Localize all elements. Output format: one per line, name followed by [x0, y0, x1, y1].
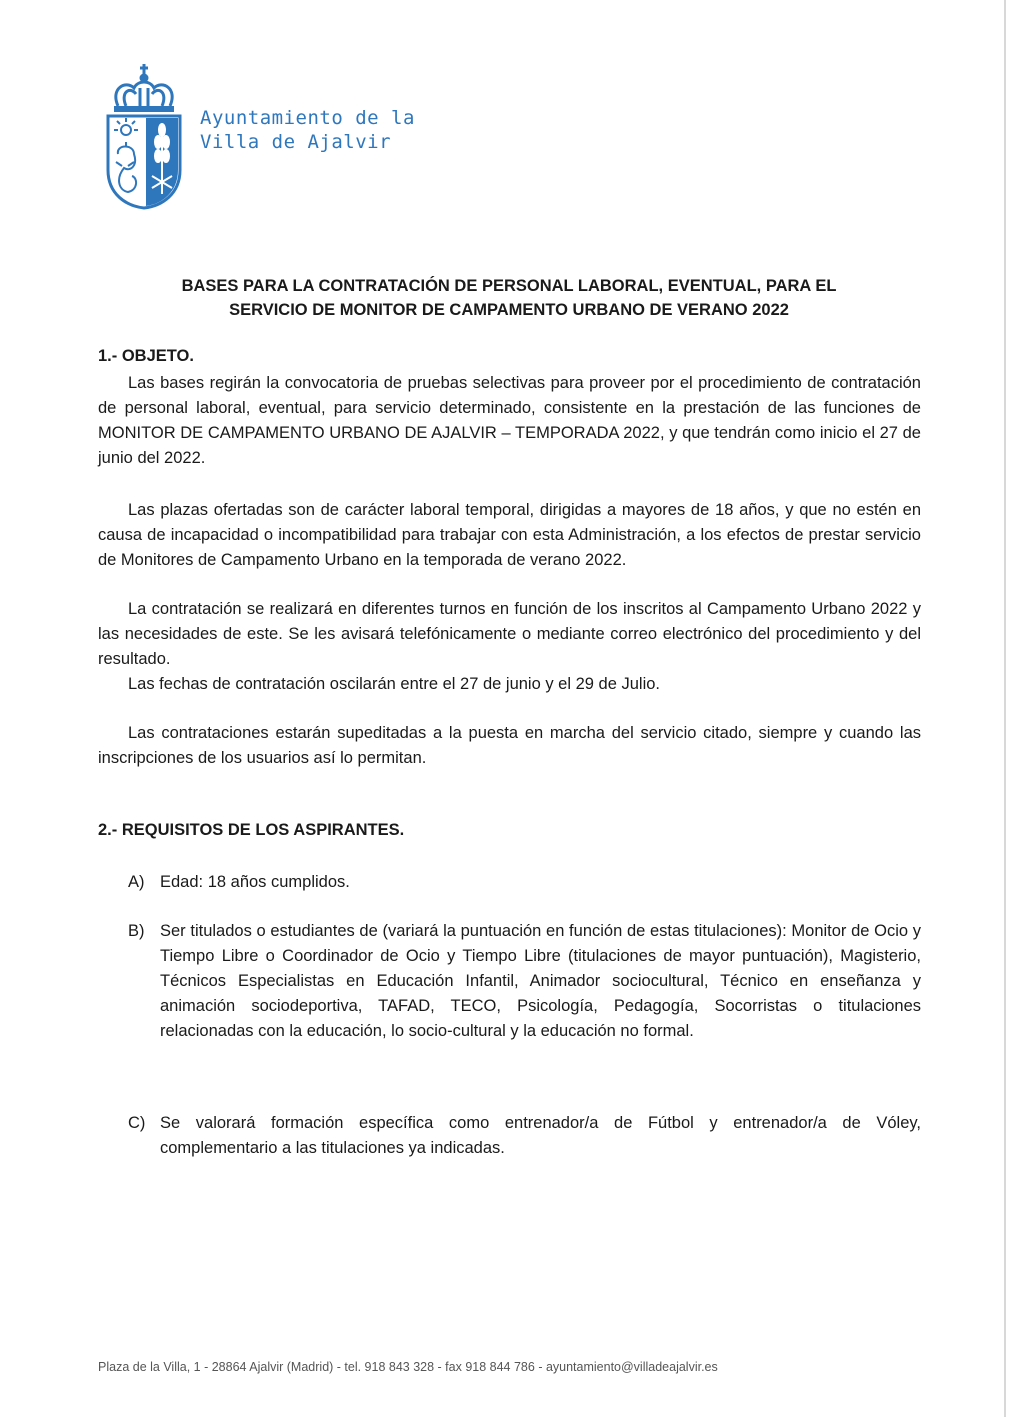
document-title-line1: BASES PARA LA CONTRATACIÓN DE PERSONAL LABORAL, EVENTUAL, PARA EL	[181, 277, 837, 295]
page-footer: Plaza de la Villa, 1 - 28864 Ajalvir (Madrid) - tel. 918 843 328 - fax 918 844 786 - ayuntamiento@villadeajalvir.es	[98, 1360, 718, 1374]
section-1-paragraph-5: Las contrataciones estarán supeditadas a la puesta en marcha del servicio citado, siempre y cuando las inscripciones de los usuarios así lo permitan.	[98, 724, 921, 767]
coat-of-arms-logo	[104, 58, 184, 210]
requirement-text: Se valorará formación específica como entrenador/a de Fútbol y entrenador/a de Vóley, complementario a las titulaciones ya indicadas.	[160, 1114, 921, 1157]
section-1-heading: 1.- OBJETO.	[98, 347, 194, 365]
section-1-paragraph-1: Las bases regirán la convocatoria de pruebas selectivas para proveer por el procedimiento de contratación de personal laboral, eventual, para servicio determinado, consistente en la prestación de las funciones de MONITOR DE CAMPAMENTO URBANO DE AJALVIR – TEMPORADA 2022, y que tendrán como inicio el 27 de junio del 2022.	[98, 374, 921, 467]
section-2-heading: 2.- REQUISITOS DE LOS ASPIRANTES.	[98, 821, 405, 839]
section-1-paragraph-2: Las plazas ofertadas son de carácter laboral temporal, dirigidas a mayores de 18 años, y que no estén en causa de incapacidad o incompatibilidad para trabajar con esta Administración, a los efectos de prestar servicio de Monitores de Campamento Urbano en la temporada de verano 2022.	[98, 501, 921, 569]
document-title	[98, 274, 920, 322]
section-1-paragraph-3: La contratación se realizará en diferentes turnos en función de los inscritos al Campamento Urbano 2022 y las necesidades de este. Se les avisará telefónicamente o mediante correo electrónico del procedimiento y del resultado.	[98, 600, 921, 668]
requirement-item-a	[128, 870, 921, 895]
document-title-line2: SERVICIO DE MONITOR DE CAMPAMENTO URBANO DE VERANO 2022	[229, 301, 789, 319]
organization-name	[200, 106, 415, 154]
requirement-text: Ser titulados o estudiantes de (variará la puntuación en función de estas titulaciones): Monitor de Ocio y Tiempo Libre o Coordinador de Ocio y Tiempo Libre (titulaciones de mayor puntuación), Magisterio, Técnicos Especialistas en Educación Infantil, Animador sociocultural, Técnico en enseñanza y animación sociodeportiva, TAFAD, TECO, Psicología, Pedagogía, Socorristas o titulaciones relacionadas con la educación, lo socio-cultural y la educación no formal.	[160, 922, 921, 1040]
requirement-letter: B)	[128, 922, 145, 940]
organization-name-line1: Ayuntamiento de la	[200, 107, 415, 129]
requirement-letter: C)	[128, 1114, 146, 1132]
organization-name-line2: Villa de Ajalvir	[200, 131, 392, 153]
requirement-item-b	[128, 919, 921, 1044]
section-1-paragraph-4: Las fechas de contratación oscilarán entre el 27 de junio y el 29 de Julio.	[128, 675, 661, 693]
requirement-item-c	[128, 1111, 921, 1161]
requirement-text: Edad: 18 años cumplidos.	[160, 873, 350, 891]
requirement-letter: A)	[128, 873, 145, 891]
